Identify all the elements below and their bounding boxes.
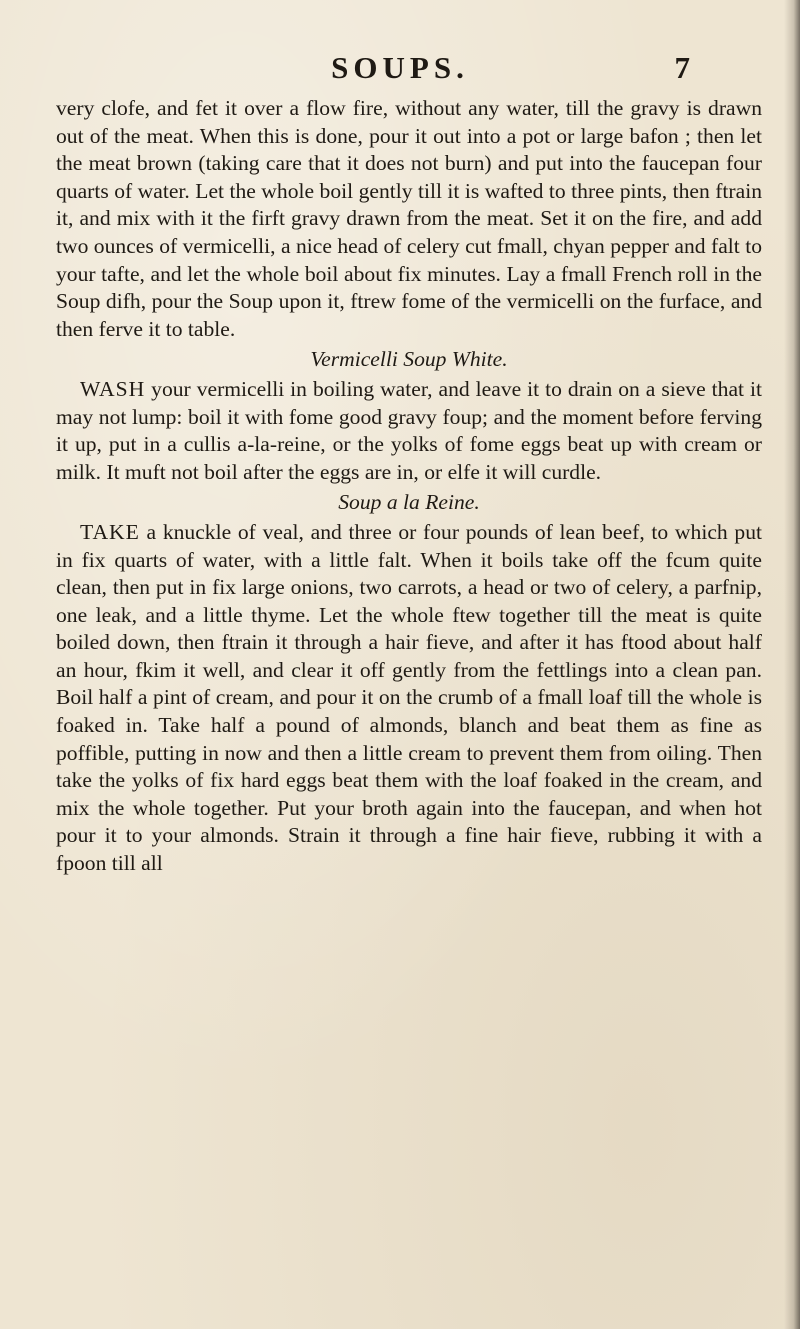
section-title-soup-a-la-reine: Soup a la Reine.: [338, 490, 480, 515]
paragraph-soup-a-la-reine: [56, 519, 762, 878]
paragraph-lead-word: WASH: [80, 376, 146, 401]
paragraph-vermicelli-soup-white: [56, 376, 762, 486]
page-edge-shadow: [784, 0, 800, 1329]
body-text: [56, 95, 762, 878]
page-number: 7: [674, 50, 690, 85]
paragraph-text: a knuckle of veal, and three or four pounds of lean beef, to which put in fix quarts of water, with a little falt. When it boils take off the fcum quite clean, then put in fix large onions, two carrots, a head or two of celery, a parfnip, one leak, and a little thyme. Let the whole ftew together till the meat is quite boiled down, then ftrain it through a hair fieve, and after it has ftood about half an hour, fkim it well, and clear it off gently from the fettlings into a clean pan. Boil half a pint of cream, and pour it on the crumb of a fmall loaf till the whole is foaked in. Take half a pound of almonds, blanch and beat them as fine as poffible, putting in now and then a little cream to prevent them from oiling. Then take the yolks of fix hard eggs beat them with the loaf foaked in the cream, and mix the whole together. Put your broth again into the faucepan, and when hot pour it to your almonds. Strain it through a fine hair fieve, rubbing it with a fpoon till all: [56, 519, 762, 876]
paragraph-text: very clofe, and fet it over a flow fire, without any water, till the gravy is drawn out of the meat. When this is done, pour it out into a pot or large bafon ; then let the meat brown (taking care that it does not burn) and put into the faucepan four quarts of water. Let the whole boil gently till it is wafted to three pints, then ftrain it, and mix with it the firft gravy drawn from the meat. Set it on the fire, and add two ounces of vermicelli, a nice head of celery cut fmall, chyan pepper and falt to your tafte, and let the whole boil about fix minutes. Lay a fmall French roll in the Soup difh, pour the Soup upon it, ftrew fome of the vermicelli on the furface, and then ferve it to table.: [56, 96, 762, 341]
paragraph-text: your vermicelli in boiling water, and leave it to drain on a sieve that it may not lump: boil it with fome good gravy foup; and the moment before ferving it up, put in a cullis a-la-reine, or the yolks of fome eggs beat up with cream or milk. It muft not boil after the eggs are in, or elfe it will curdle.: [56, 376, 762, 484]
paragraph-continued: [56, 95, 762, 343]
page-header: [0, 50, 800, 90]
paragraph-lead-word: TAKE: [80, 519, 140, 544]
section-title-vermicelli-soup-white: Vermicelli Soup White.: [310, 347, 508, 372]
running-title: SOUPS.: [331, 50, 469, 85]
